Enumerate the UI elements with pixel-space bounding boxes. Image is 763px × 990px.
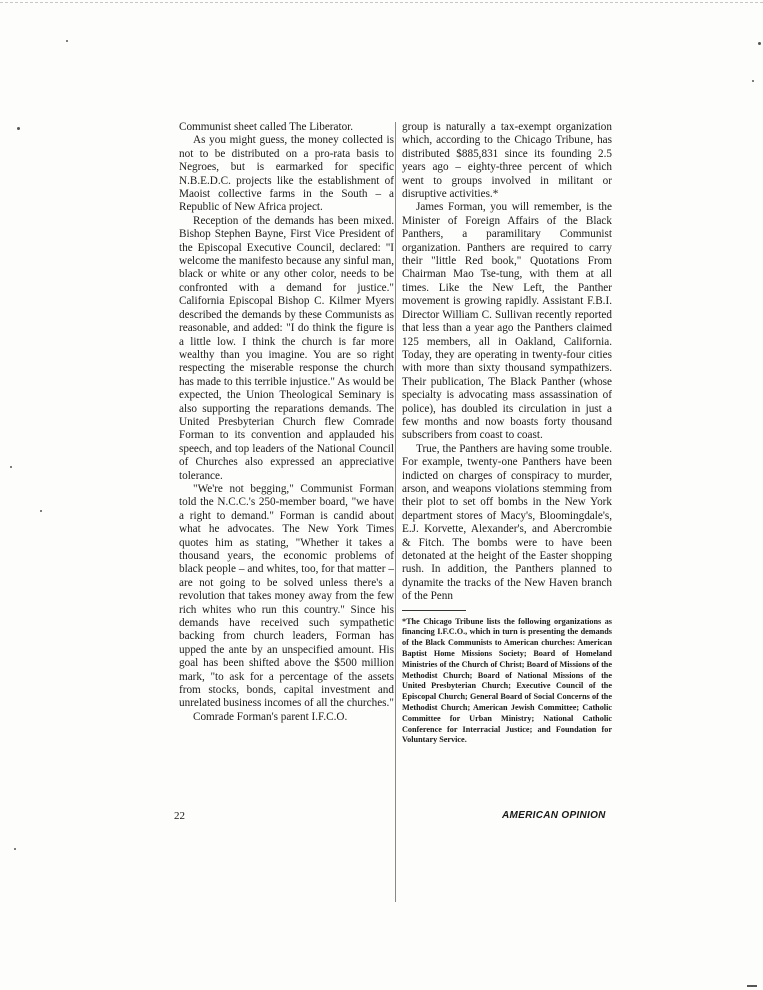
paragraph: As you might guess, the money collected is not to be distributed on a pro-rata basis to Negroes, but is earmarked for specific N.B.E.D.C. projects like the establishment of Maoist collective farms in the South – a Republic of New Africa project.: [179, 134, 394, 214]
scan-speck: [747, 985, 757, 987]
column-divider: [395, 122, 396, 902]
scan-speck: [752, 80, 754, 82]
right-column: [402, 121, 612, 746]
scan-speck: [17, 127, 20, 130]
scan-speck: [14, 848, 16, 850]
paragraph: "We're not begging," Communist Forman told the N.C.C.'s 250-member board, "we have a right to demand." Forman is candid about what he advocates. The New York Times quotes him as stating, "Whether it takes a thousand years, the economic problems of black people – and whites, too, for that matter – are not going to be solved unless there's a revolution that takes money away from the few rich whites who run this country." Since his demands have received such sympathetic backing from church leaders, Forman has upped the ante by an unspecified amount. His goal has been shifted above the $500 million mark, "to ask for a percentage of the assets from stocks, bonds, capital investment and unrelated business incomes of all the churches.": [179, 482, 394, 710]
scan-speck: [758, 42, 761, 45]
footnote-rule: [402, 610, 466, 611]
scan-speck: [10, 466, 12, 468]
scan-speck: [40, 510, 42, 512]
paragraph: group is naturally a tax-exempt organization which, according to the Chicago Tribune, has distributed $885,831 since its founding 2.5 years ago – eighty-three percent of which went to groups involved in militant or disruptive activities.*: [402, 121, 612, 201]
paragraph: Comrade Forman's parent I.F.C.O.: [193, 710, 348, 723]
page-top-edge: [0, 2, 763, 3]
paragraph: Reception of the demands has been mixed. Bishop Stephen Bayne, First Vice President of the Episcopal Executive Council, declared: "I welcome the manifesto because any sinful man, black or white or any other color, needs to be confronted with a demand for justice." California Episcopal Bishop C. Kilmer Myers described the demands by these Communists as reasonable, and added: "I do think the figure is a little low. I think the church is far more wealthy than you imagine. You are so right respecting the miserable response the church has made to this terrible injustice." As would be expected, the Union Theological Seminary is also supporting the reparations demands. The United Presbyterian Church flew Comrade Forman to its convention and applauded his speech, and top leaders of the National Council of Churches also expressed an appreciative tolerance.: [179, 214, 394, 482]
paragraph: True, the Panthers are having some trouble. For example, twenty-one Panthers have been indicted on charges of conspiracy to murder, arson, and weapons violations stemming from their plot to set off bombs in the New York department stores of Macy's, Bloomingdale's, E.J. Korvette, Alexander's, and Abercrombie & Fitch. The bombs were to have been detonated at the height of the Easter shopping rush. In addition, the Panthers planned to dynamite the tracks of the New Haven branch of the Penn: [402, 442, 612, 603]
left-column: [179, 121, 394, 724]
page-number: 22: [174, 810, 185, 822]
footnote: *The Chicago Tribune lists the following organizations as financing I.F.C.O., which in turn is presenting the demands of the Black Communists to American churches: American Baptist Home Missions Society; Board of Homeland Ministries of the Church of Christ; Board of Missions of the Methodist Church; Board of National Missions of the United Presbyterian Church; Executive Council of the Episcopal Church; General Board of Social Concerns of the Methodist Church; American Jewish Committee; Catholic Committee for Urban Ministry; National Catholic Conference for Interracial Justice; and Foundation for Voluntary Service.: [402, 616, 612, 745]
paragraph: James Forman, you will remember, is the Minister of Foreign Affairs of the Black Panthers, a paramilitary Communist organization. Panthers are required to carry their "little Red book," Quotations From Chairman Mao Tse-tung, with them at all times. Like the New Left, the Panther movement is growing rapidly. Assistant F.B.I. Director William C. Sullivan recently reported that less than a year ago the Panthers claimed 125 members, all in Oakland, California. Today, they are operating in twenty-four cities with more than sixty thousand sympathizers. Their publication, The Black Panther (whose specialty is advocating mass assassination of police), has doubled its circulation in just a few months and now boasts forty thousand subscribers from coast to coast.: [402, 201, 612, 442]
paragraph: Communist sheet called The Liberator.: [179, 121, 354, 133]
journal-name: AMERICAN OPINION: [502, 810, 606, 821]
scan-speck: [66, 40, 68, 42]
